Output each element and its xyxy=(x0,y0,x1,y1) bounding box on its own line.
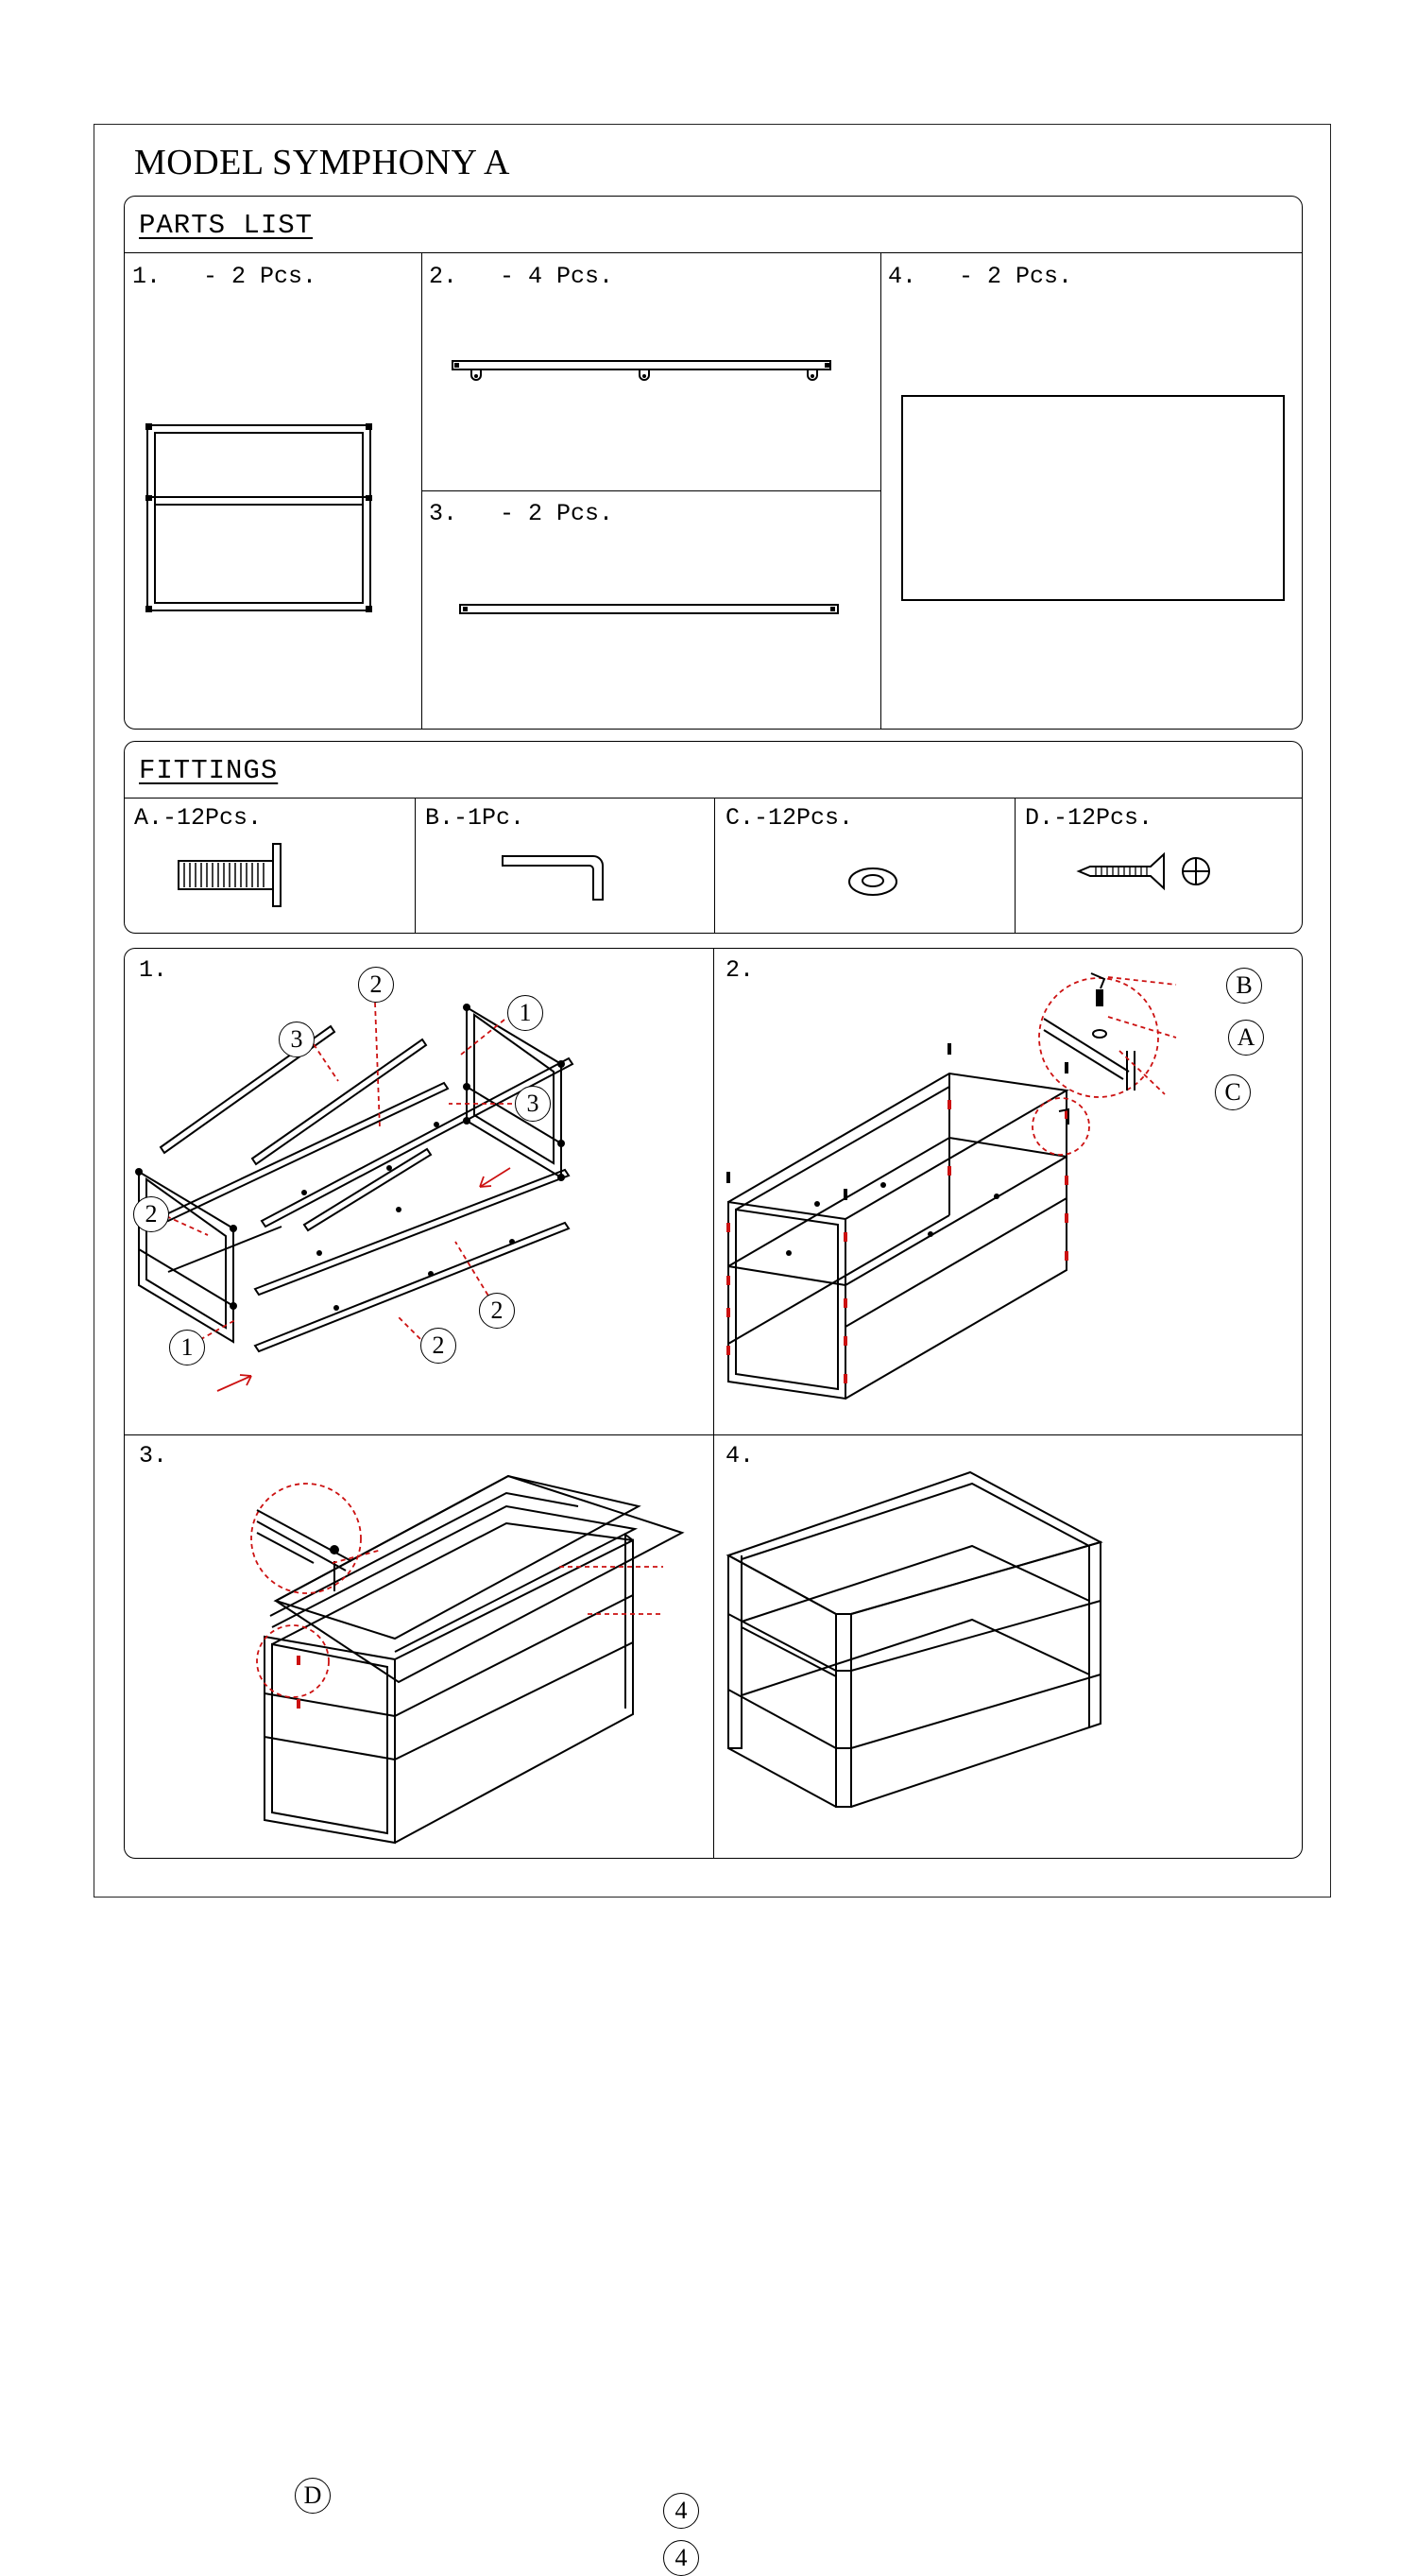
fittings-divider xyxy=(415,799,416,933)
part-3-rail-drawing xyxy=(458,603,845,622)
fitting-c-washer-drawing xyxy=(846,863,903,901)
parts-divider xyxy=(880,253,881,729)
step-2-callout-fitting-c: C xyxy=(1215,1074,1251,1110)
step-1-callout-part-2: 2 xyxy=(420,1328,456,1364)
step-2-label: 2. xyxy=(726,956,755,984)
step-1-label: 1. xyxy=(139,956,168,984)
part-4-panel-drawing xyxy=(901,395,1285,601)
page-title: MODEL SYMPHONY A xyxy=(134,143,510,182)
step-3-callout-part-4: 4 xyxy=(663,2493,699,2529)
part-2-label: 2. - 4 Pcs. xyxy=(429,263,614,290)
parts-list-panel xyxy=(124,196,1303,730)
part-3-label: 3. - 2 Pcs. xyxy=(429,500,614,527)
parts-list-heading: PARTS LIST xyxy=(139,210,314,241)
part-1-label: 1. - 2 Pcs. xyxy=(132,263,317,290)
part-1-side-frame-drawing xyxy=(145,423,382,622)
step-2-frame-drawing xyxy=(713,949,1302,1434)
step-1-callout-part-2: 2 xyxy=(358,967,394,1003)
fittings-panel xyxy=(124,741,1303,934)
step-2-callout-fitting-a: A xyxy=(1228,1020,1264,1056)
step-1-callout-part-2: 2 xyxy=(479,1293,515,1329)
part-4-label: 4. - 2 Pcs. xyxy=(888,263,1073,290)
step-1-callout-part-3: 3 xyxy=(515,1086,551,1122)
fitting-c-label: C.-12Pcs. xyxy=(726,804,854,832)
fitting-d-screw-drawing xyxy=(1077,850,1219,898)
part-2-rail-drawing xyxy=(451,359,847,387)
fitting-a-label: A.-12Pcs. xyxy=(134,804,263,832)
step-1-callout-part-1: 1 xyxy=(169,1330,205,1365)
parts-list-header xyxy=(125,197,1302,253)
parts-divider xyxy=(421,490,880,491)
step-4-label: 4. xyxy=(726,1442,755,1469)
step-1-callout-part-1: 1 xyxy=(507,995,543,1031)
step-2-callout-fitting-b: B xyxy=(1226,968,1262,1004)
step-3-callout-part-4: 4 xyxy=(663,2540,699,2576)
assembly-steps-panel xyxy=(124,948,1303,2571)
step-3-top-panel-drawing xyxy=(125,1434,713,1858)
fittings-divider xyxy=(714,799,715,933)
fitting-b-label: B.-1Pc. xyxy=(425,804,525,832)
fittings-divider xyxy=(1015,799,1016,933)
step-1-callout-part-2: 2 xyxy=(133,1196,169,1232)
step-1-exploded-drawing xyxy=(125,949,713,1434)
step-4-assembled-table-drawing xyxy=(713,1434,1302,1858)
step-1-callout-part-3: 3 xyxy=(279,1022,315,1057)
step-3-label: 3. xyxy=(139,1442,168,1469)
fitting-b-allen-key-drawing xyxy=(501,850,614,907)
fittings-header xyxy=(125,742,1302,799)
fitting-a-bolt-drawing xyxy=(177,840,290,916)
fitting-d-label: D.-12Pcs. xyxy=(1025,804,1153,832)
fittings-heading: FITTINGS xyxy=(139,755,279,786)
step-3-callout-fitting-d: D xyxy=(295,2478,331,2514)
